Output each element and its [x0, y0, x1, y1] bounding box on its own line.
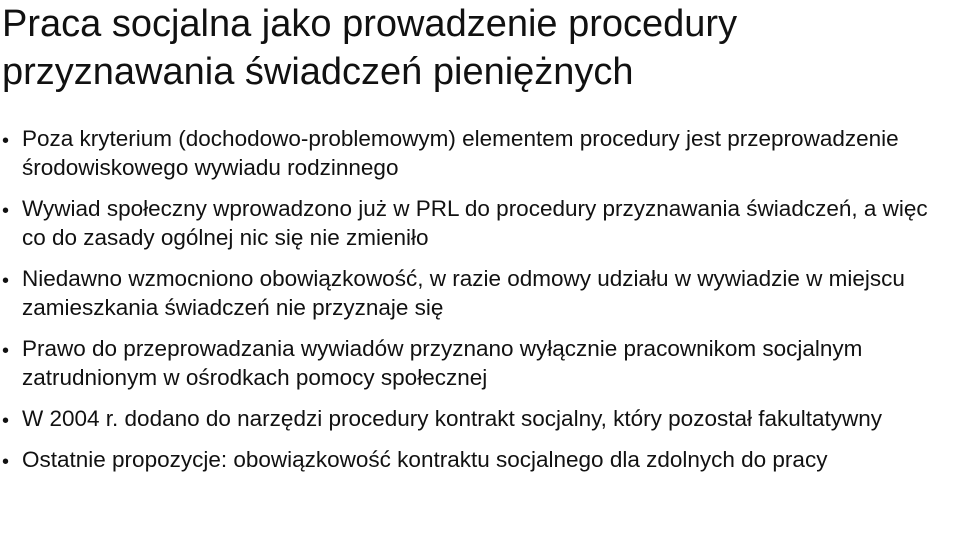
bullet-dot-icon: • — [2, 410, 10, 432]
bullet-item — [0, 334, 955, 392]
bullet-item — [0, 124, 955, 182]
bullet-dot-icon: • — [2, 340, 10, 362]
bullet-text: W 2004 r. dodano do narzędzi procedury kontrakt socjalny, który pozostał fakultatywny — [22, 406, 883, 431]
bullet-text: Niedawno wzmocniono obowiązkowość, w razie odmowy udziału w wywiadzie w miejscu zamieszkania świadczeń nie przyznaje się — [22, 266, 905, 320]
bullet-item — [0, 404, 955, 433]
bullet-dot-icon: • — [2, 200, 10, 222]
slide-title: Praca socjalna jako prowadzenie procedury przyznawania świadczeń pieniężnych — [2, 3, 738, 93]
bullet-list — [0, 124, 955, 486]
bullet-item — [0, 264, 955, 322]
bullet-text: Ostatnie propozycje: obowiązkowość kontraktu socjalnego dla zdolnych do pracy — [22, 447, 828, 472]
bullet-item — [0, 194, 955, 252]
bullet-text: Wywiad społeczny wprowadzono już w PRL do procedury przyznawania świadczeń, a więc co do zasady ogólnej nic się nie zmieniło — [22, 196, 928, 250]
bullet-text: Poza kryterium (dochodowo-problemowym) elementem procedury jest przeprowadzenie środowiskowego wywiadu rodzinnego — [22, 126, 899, 180]
bullet-text: Prawo do przeprowadzania wywiadów przyznano wyłącznie pracownikom socjalnym zatrudnionym w ośrodkach pomocy społecznej — [22, 336, 863, 390]
bullet-item — [0, 445, 955, 474]
bullet-dot-icon: • — [2, 451, 10, 473]
bullet-dot-icon: • — [2, 130, 10, 152]
bullet-dot-icon: • — [2, 270, 10, 292]
